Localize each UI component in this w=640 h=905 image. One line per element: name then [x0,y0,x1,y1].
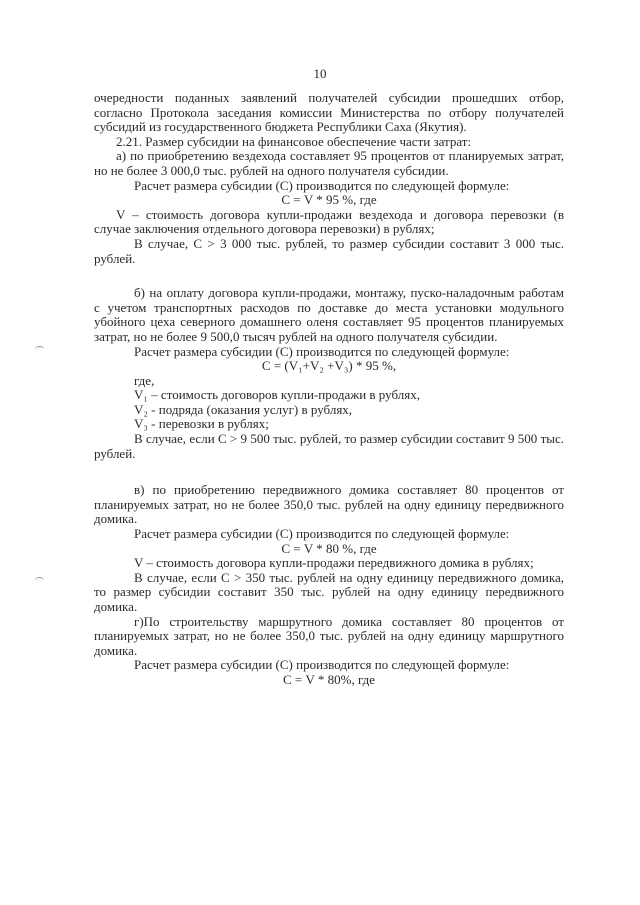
document-body [94,91,564,688]
paragraph: очередности поданных заявлений получателей субсидии прошедших отбор, согласно Протокола заседания комиссии Министерства по отбору получателей субсидий из государственного бюджета Республики Саха (Якутия). [94,90,564,135]
paragraph: а) по приобретению вездехода составляет 95 процентов от планируемых затрат, но не более 3 000,0 тыс. рублей на одного получателя субсидии. [94,148,564,178]
paragraph: Расчет размера субсидии (С) производится по следующей формуле: [134,657,510,673]
paragraph: Расчет размера субсидии (С) производится по следующей формуле: [134,526,510,542]
paragraph: V₃ - перевозки в рублях; [134,416,269,432]
formula: С = V * 95 %, где [281,192,377,208]
paragraph: В случае, если С > 9 500 тыс. рублей, то размер субсидии составит 9 500 тыс. рублей. [94,431,564,461]
paragraph: в) по приобретению передвижного домика составляет 80 процентов от планируемых затрат, но не более 350,0 тыс. рублей на одну единицу передвижного домика. [94,482,564,527]
paragraph: V – стоимость договора купли-продажи передвижного домика в рублях; [134,555,534,571]
spacer [94,461,564,483]
spacer [94,266,564,286]
paragraph: Расчет размера субсидии (С) производится по следующей формуле: [134,177,510,193]
paragraph: б) на оплату договора купли-продажи, монтажу, пуско-наладочным работам с учетом транспортных расходов по доставке до места установки модульного убойного цеха северного домашнего оленя составляет 95 процентов планируемых затрат, но не более 9 500,0 тысяч рублей на одного получателя субсидии. [94,285,564,344]
paragraph: В случае, С > 3 000 тыс. рублей, то размер субсидии составит 3 000 тыс. рублей. [94,235,564,266]
formula: С = (V₁+V₂ +V₃) * 95 %, [261,358,397,374]
paragraph: V₂ - подряда (оказания услуг) в рублях, [134,401,353,417]
paragraph: 2.21. Размер субсидии на финансовое обеспечение части затрат: [116,133,472,149]
page-number: 10 [313,66,327,81]
margin-mark [35,346,44,350]
paragraph: где, [134,372,155,388]
formula: С = V * 80%, где [282,671,376,687]
formula: С = V * 80 %, где [281,540,377,556]
paragraph: г)По строительству маршрутного домика составляет 80 процентов от планируемых затрат, но не более 350,0 тыс. рублей на одну единицу маршрутного домика. [94,613,564,658]
paragraph: В случае, если С > 350 тыс. рублей на одну единицу передвижного домика, то размер субсидии составит 350 тыс. рублей на одну единицу передвижного домика. [94,569,564,614]
paragraph: Расчет размера субсидии (С) производится по следующей формуле: [134,343,510,359]
paragraph: V₁ – стоимость договоров купли-продажи в рублях, [134,387,420,403]
margin-mark [35,577,44,581]
paragraph: V – стоимость договора купли-продажи вездехода и договора перевозки (в случае заключения отдельного договора перевозки) в рублях; [94,206,564,237]
